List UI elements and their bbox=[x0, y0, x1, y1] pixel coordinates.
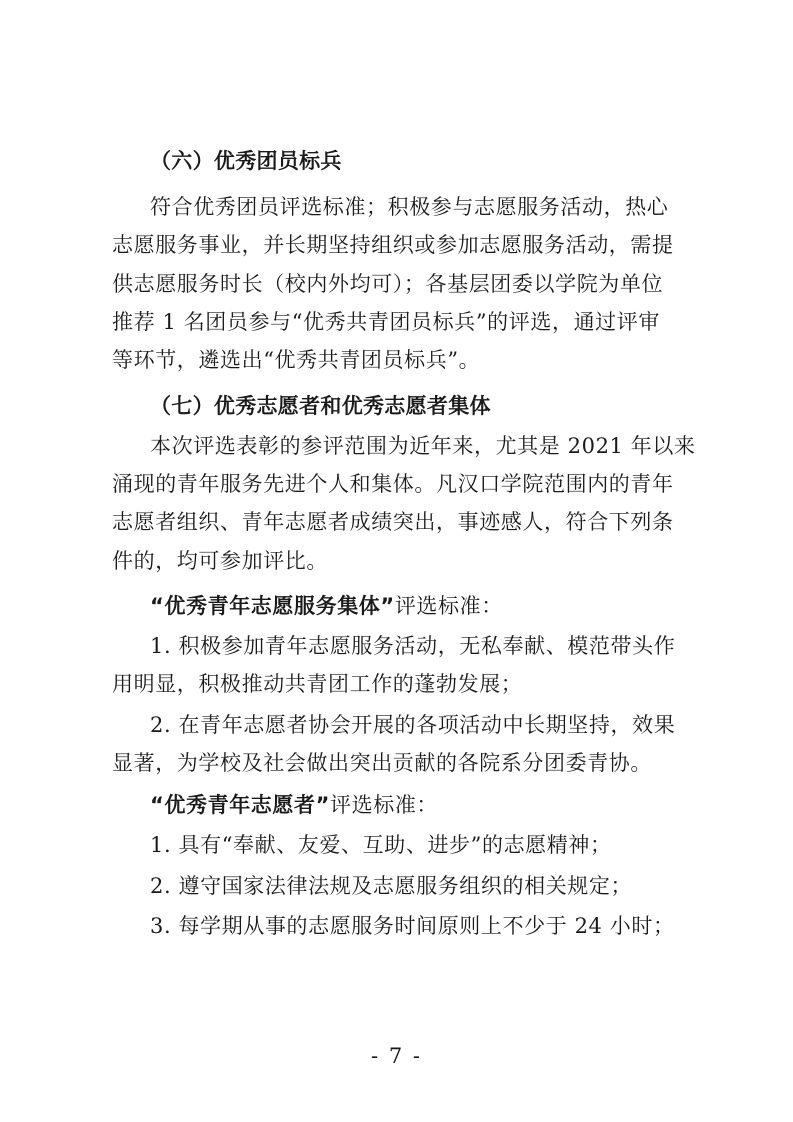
paragraph-line: 等环节，遴选出“优秀共青团员标兵”。 bbox=[112, 348, 481, 372]
criteria-item: 3. 每学期从事的志愿服务时间原则上不少于 24 小时； bbox=[150, 914, 675, 938]
paragraph-line: 符合优秀团员评选标准；积极参与志愿服务活动，热心 bbox=[150, 195, 669, 219]
paragraph-line: 用明显，积极推动共青团工作的蓬勃发展； bbox=[112, 672, 523, 696]
section-heading-outstanding-member-model: （六）优秀团员标兵 bbox=[150, 149, 342, 173]
criteria-item: 2. 在青年志愿者协会开展的各项活动中长期坚持，效果 bbox=[150, 713, 676, 737]
criteria-title-collective bbox=[150, 590, 702, 622]
paragraph-line: 显著，为学校及社会做出突出贡献的各院系分团委青协。 bbox=[112, 751, 652, 775]
criteria-title-individual bbox=[150, 789, 702, 821]
criteria-item: 1. 积极参加青年志愿服务活动，无私奉献、模范带头作 bbox=[150, 634, 676, 658]
paragraph-line: 志愿服务事业，并长期坚持组织或参加志愿服务活动，需提 bbox=[112, 233, 674, 257]
paragraph-line: 本次评选表彰的参评范围为近年来，尤其是 2021 年以来 bbox=[150, 434, 696, 458]
paragraph-line: 志愿者组织、青年志愿者成绩突出，事迹感人，符合下列条 bbox=[112, 510, 674, 534]
paragraph-line: 推荐 1 名团员参与“优秀共青团员标兵”的评选，通过评审 bbox=[112, 310, 660, 334]
paragraph-line: 供志愿服务时长（校内外均可）；各基层团委以学院为单位 bbox=[112, 272, 664, 296]
paragraph-line: 涌现的青年服务先进个人和集体。凡汉口学院范围内的青年 bbox=[112, 472, 674, 496]
section-heading-outstanding-volunteers: （七）优秀志愿者和优秀志愿者集体 bbox=[150, 394, 491, 418]
criteria-title-bold: “优秀青年志愿服务集体” bbox=[150, 594, 395, 618]
criteria-title-rest: 评选标准： bbox=[394, 594, 503, 618]
paragraph-line: 件的，均可参加评比。 bbox=[112, 549, 328, 573]
criteria-item: 1. 具有“奉献、友爱、互助、进步”的志愿精神； bbox=[150, 833, 612, 857]
criteria-title-bold: “优秀青年志愿者” bbox=[150, 793, 331, 817]
criteria-item: 2. 遵守国家法律法规及志愿服务组织的相关规定； bbox=[150, 874, 633, 898]
page-number: - 7 - bbox=[371, 1044, 422, 1068]
criteria-title-rest: 评选标准： bbox=[330, 793, 439, 817]
